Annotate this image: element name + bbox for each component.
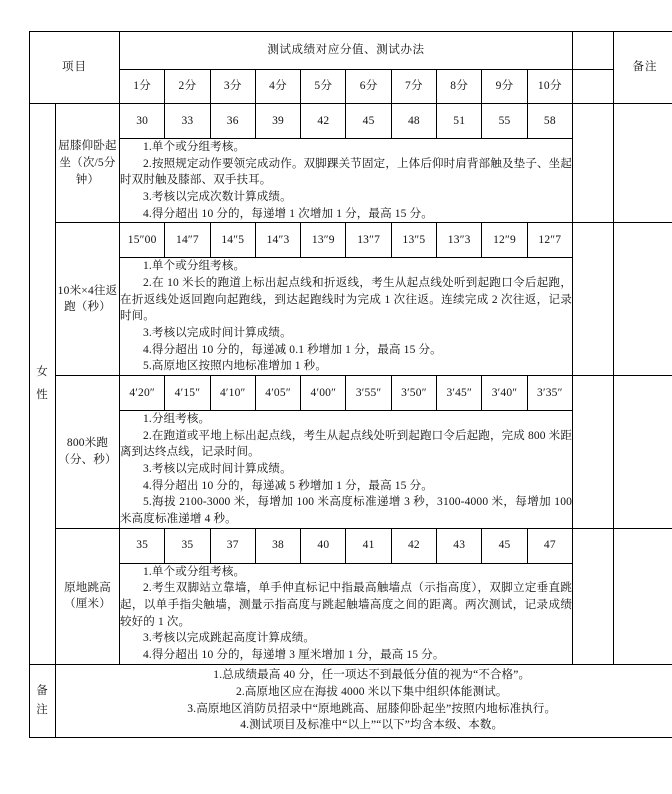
header-blank-cell [573,32,614,70]
item-name-2: 10米×4往返跑（秒） [56,223,120,376]
header-point-3: 3分 [210,70,255,104]
item-4-method-line-3: 3.考核以完成跳起高度计算成绩。 [143,632,316,645]
item-3-score-4: 4′05″ [255,376,300,411]
item-4-method-line-4: 4.得分超出 10 分的，每递增 3 厘米增加 1 分，最高 15 分。 [143,649,445,662]
item-4-score-9: 45 [482,528,527,563]
item-2-method-line-3: 3.考核以完成时间计算成绩。 [143,327,292,340]
item-2-score-2: 14″7 [165,223,210,258]
item-3-score-6: 3′55″ [346,376,391,411]
item-3-score-7: 3′50″ [391,376,436,411]
item-name-4: 原地跳高（厘米） [56,528,120,664]
item-4-method [120,563,573,664]
table-header-row-top [30,32,672,70]
item-3-method [120,411,573,529]
item-4-score-10: 47 [527,528,572,563]
item-name-1: 屈膝仰卧起坐（次/5分钟） [56,104,120,223]
item-2-blank-cell [573,223,614,376]
fitness-score-table [29,31,672,738]
header-point-7: 7分 [391,70,436,104]
item-4-score-7: 42 [391,528,436,563]
footer-remark-label [30,664,56,737]
item-2-score-1: 15″00 [120,223,165,258]
header-remark-label: 备注 [614,32,672,104]
item-3-method-line-2: 2.在跑道或平地上标出起点线，考生从起点线处听到起跑口令后起跑，完成 800 米距离到达终点线，记录时间。 [120,429,572,459]
item-2-method-line-5: 5.高原地区按照内地标准增加 1 秒。 [143,360,327,373]
item-4-blank-cell [573,528,614,664]
table-row-item-4-scores [30,528,672,563]
gender-label-char-1: 女 [36,366,49,379]
item-3-method-line-4: 4.得分超出 10 分的，每递减 5 秒增加 1 分，最高 15 分。 [143,479,433,492]
item-3-remark-cell [614,376,672,529]
item-3-score-1: 4′20″ [120,376,165,411]
item-1-method-line-3: 3.考核以完成次数计算成绩。 [143,191,292,204]
header-point-6: 6分 [346,70,391,104]
footer-remark-body [56,664,672,737]
footer-remark-line-4: 4.测试项目及标准中“以上”“以下”均含本级、本数。 [240,719,504,732]
header-point-1: 1分 [120,70,165,104]
item-2-method-line-2: 2.在 10 米长的跑道上标出起点线和折返线，考生从起点线处听到起跑口令后起跑，在折返线处返回跑向起跑线，到达起跑线时为完成 1 次往返。连续完成 2 次往返，记录时间。 [120,277,572,323]
header-blank-cell-2 [573,70,614,104]
item-2-score-9: 12″9 [482,223,527,258]
item-2-score-7: 13″5 [391,223,436,258]
item-4-score-1: 35 [120,528,165,563]
item-1-score-9: 55 [482,104,527,139]
item-2-method [120,258,573,376]
table-row-footer-remarks [30,664,672,737]
item-1-score-3: 36 [210,104,255,139]
item-4-score-2: 35 [165,528,210,563]
header-point-2: 2分 [165,70,210,104]
item-4-method-line-2: 2.考生双脚站立靠墙，单手伸直标记中指最高触墙点（示指高度），双脚立定垂直跳起，以单手指尖触墙，测量示指高度与跳起触墙高度之间的距离。两次测试，记录成绩较好的 1 次。 [120,582,572,628]
item-2-score-3: 14″5 [210,223,255,258]
item-2-score-6: 13″7 [346,223,391,258]
footer-remark-line-3: 3.高原地区消防员招录中“原地跳高、屈膝仰卧起坐”按照内地标准执行。 [187,702,557,715]
item-1-score-10: 58 [527,104,572,139]
item-4-score-8: 43 [437,528,482,563]
header-scores-group-label: 测试成绩对应分值、测试办法 [120,32,573,70]
table-row-item-3-scores [30,376,672,411]
item-2-method-line-1: 1.单个或分组考核。 [143,260,246,273]
item-4-method-line-1: 1.单个或分组考核。 [143,565,246,578]
table-header-row-points [30,70,672,104]
item-3-score-2: 4′15″ [165,376,210,411]
header-point-9: 9分 [482,70,527,104]
item-2-score-10: 12″7 [527,223,572,258]
gender-label-char-2: 性 [36,388,49,401]
item-3-blank-cell [573,376,614,529]
item-1-score-2: 33 [165,104,210,139]
item-3-score-9: 3′40″ [482,376,527,411]
header-item-label: 项目 [30,32,120,104]
item-1-score-7: 48 [391,104,436,139]
item-1-score-6: 45 [346,104,391,139]
item-3-score-3: 4′10″ [210,376,255,411]
header-point-10: 10分 [527,70,572,104]
item-4-score-4: 38 [255,528,300,563]
item-1-score-1: 30 [120,104,165,139]
item-3-score-10: 3′35″ [527,376,572,411]
gender-label-cell [30,104,56,665]
item-2-score-8: 13″3 [437,223,482,258]
item-4-score-6: 41 [346,528,391,563]
item-3-score-8: 3′45″ [437,376,482,411]
item-name-3: 800米跑（分、秒） [56,376,120,529]
footer-remark-label-char-2: 注 [36,703,49,716]
header-point-8: 8分 [437,70,482,104]
item-1-method [120,139,573,223]
item-2-remark-cell [614,223,672,376]
item-4-score-3: 37 [210,528,255,563]
item-4-remark-cell [614,528,672,664]
item-2-score-4: 14″3 [255,223,300,258]
item-2-score-5: 13″9 [301,223,346,258]
item-1-score-5: 42 [301,104,346,139]
table-row-item-2-scores [30,223,672,258]
item-1-score-4: 39 [255,104,300,139]
footer-remark-line-1: 1.总成绩最高 40 分，任一项达不到最低分值的视为“不合格”。 [213,669,531,682]
item-4-score-5: 40 [301,528,346,563]
item-3-method-line-5: 5.海拔 2100-3000 米，每增加 100 米高度标准递增 3 秒，3100-4000 米，每增加 100 米高度标准递增 4 秒。 [120,496,572,526]
table-row-item-1-scores [30,104,672,139]
item-1-remark-cell [614,104,672,223]
item-3-score-5: 4′00″ [301,376,346,411]
header-point-5: 5分 [301,70,346,104]
footer-remark-line-2: 2.高原地区应在海拔 4000 米以下集中组织体能测试。 [235,686,508,699]
item-1-method-line-4: 4.得分超出 10 分的，每递增 1 次增加 1 分，最高 15 分。 [143,207,433,220]
item-1-method-line-2: 2.按照规定动作要领完成动作。双脚踝关节固定，上体后仰时肩背部触及垫子、坐起时双肘触及膝部、双手扶耳。 [120,157,572,187]
item-1-method-line-1: 1.单个或分组考核。 [143,141,246,153]
item-3-method-line-3: 3.考核以完成时间计算成绩。 [143,463,292,476]
item-1-score-8: 51 [437,104,482,139]
header-point-4: 4分 [255,70,300,104]
item-1-blank-cell [573,104,614,223]
item-2-method-line-4: 4.得分超出 10 分的，每递减 0.1 秒增加 1 分，最高 15 分。 [143,343,442,356]
footer-remark-label-char-1: 备 [36,685,49,698]
item-3-method-line-1: 1.分组考核。 [143,413,211,426]
